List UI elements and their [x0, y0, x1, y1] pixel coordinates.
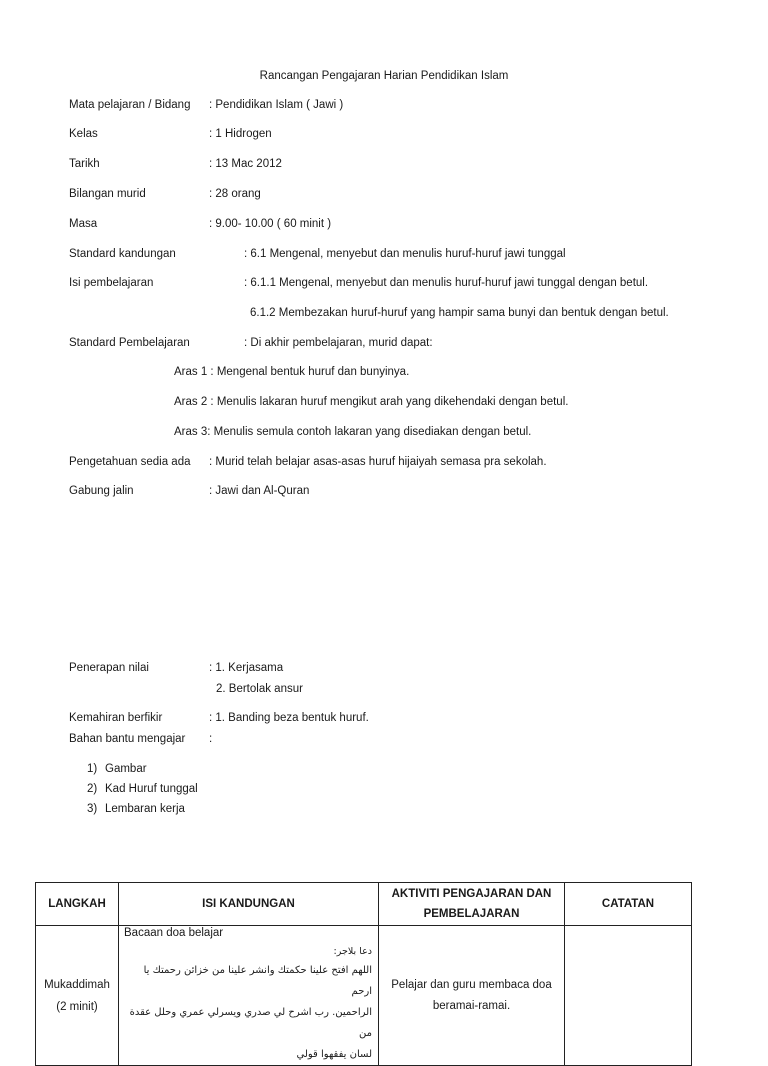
label-kelas: Kelas [69, 128, 98, 140]
list-item [87, 783, 198, 795]
header-aktiviti-line-2: PEMBELAJARAN [423, 908, 520, 920]
cell-catatan [565, 926, 692, 1066]
label-bilangan-murid: Bilangan murid [69, 188, 146, 200]
value-bilangan-murid: : 28 orang [209, 188, 261, 200]
label-penerapan-nilai: Penerapan nilai [69, 662, 149, 674]
isi-heading: Bacaan doa belajar [124, 927, 224, 939]
cell-langkah [36, 926, 119, 1066]
label-isi-pembelajaran: Isi pembelajaran [69, 277, 154, 289]
aras-1: Aras 1 : Mengenal bentuk huruf dan bunyinya. [174, 366, 410, 378]
value-isi-pembelajaran-2: 6.1.2 Membezakan huruf-huruf yang hampir sama bunyi dan bentuk dengan betul. [250, 307, 669, 319]
list-item-text: Kad Huruf tunggal [105, 783, 198, 795]
table-row [36, 926, 692, 1066]
list-item-number: 1) [87, 763, 98, 775]
label-kemahiran-berfikir: Kemahiran berfikir [69, 712, 163, 724]
arabic-prayer-line-3: لسان يفقهوا قولي [296, 1049, 372, 1060]
value-penerapan-nilai-2: 2. Bertolak ansur [216, 683, 303, 695]
header-langkah: LANGKAH [36, 883, 119, 926]
list-item [87, 763, 147, 775]
label-tarikh: Tarikh [69, 158, 100, 170]
aras-2: Aras 2 : Menulis lakaran huruf mengikut arah yang dikehendaki dengan betul. [174, 396, 569, 408]
value-pengetahuan: : Murid telah belajar asas-asas huruf hijaiyah semasa pra sekolah. [209, 456, 547, 468]
arabic-prayer [124, 944, 372, 1065]
list-item-text: Lembaran kerja [105, 803, 185, 815]
label-standard-pembelajaran: Standard Pembelajaran [69, 337, 190, 349]
aktiviti-line-2: beramai-ramai. [432, 999, 511, 1012]
header-catatan: CATATAN [565, 883, 692, 926]
list-item [87, 803, 185, 815]
lesson-table [35, 882, 692, 1066]
label-pengetahuan: Pengetahuan sedia ada [69, 456, 191, 468]
value-penerapan-nilai-1: : 1. Kerjasama [209, 662, 284, 674]
page-title: Rancangan Pengajaran Harian Pendidikan Islam [259, 70, 509, 82]
value-tarikh: : 13 Mac 2012 [209, 158, 282, 170]
cell-isi-kandungan [119, 926, 379, 1066]
value-mata-pelajaran: : Pendidikan Islam ( Jawi ) [209, 99, 344, 111]
label-bahan-bantu: Bahan bantu mengajar [69, 733, 186, 745]
header-aktiviti-line-1: AKTIVITI PENGAJARAN DAN [391, 888, 552, 900]
header-aktiviti [379, 883, 565, 926]
table-header-row [36, 883, 692, 926]
cell-aktiviti [379, 926, 565, 1066]
list-item-number: 2) [87, 783, 98, 795]
value-kelas: : 1 Hidrogen [209, 128, 272, 140]
value-kemahiran-berfikir: : 1. Banding beza bentuk huruf. [209, 712, 369, 724]
value-standard-pembelajaran: : Di akhir pembelajaran, murid dapat: [244, 337, 433, 349]
header-isi-kandungan: ISI KANDUNGAN [119, 883, 379, 926]
arabic-prayer-line-1: اللهم افتح علينا حكمتك وانشر علينا من خزائن رحمتك يا ارحم [143, 965, 372, 997]
label-mata-pelajaran: Mata pelajaran / Bidang [69, 99, 191, 111]
arabic-prayer-lead: دعا بلاجر: [333, 946, 372, 957]
value-masa: : 9.00- 10.00 ( 60 minit ) [209, 218, 332, 230]
list-item-text: Gambar [105, 763, 147, 775]
arabic-prayer-line-2: الراحمين. رب اشرح لي صدري ويسرلي عمري وحلل عقدة من [129, 1007, 372, 1039]
langkah-duration: (2 minit) [56, 1000, 98, 1013]
value-standard-kandungan: : 6.1 Mengenal, menyebut dan menulis huruf-huruf jawi tunggal [244, 248, 566, 260]
langkah-name: Mukaddimah [44, 978, 110, 991]
label-standard-kandungan: Standard kandungan [69, 248, 176, 260]
aktiviti-line-1: Pelajar dan guru membaca doa [391, 978, 552, 991]
value-gabung-jalin: : Jawi dan Al-Quran [209, 485, 310, 497]
value-isi-pembelajaran-1: : 6.1.1 Mengenal, menyebut dan menulis huruf-huruf jawi tunggal dengan betul. [244, 277, 649, 289]
label-masa: Masa [69, 218, 98, 230]
list-item-number: 3) [87, 803, 98, 815]
label-gabung-jalin: Gabung jalin [69, 485, 134, 497]
value-bahan-bantu: : [209, 733, 213, 745]
aras-3: Aras 3: Menulis semula contoh lakaran yang disediakan dengan betul. [174, 426, 532, 438]
